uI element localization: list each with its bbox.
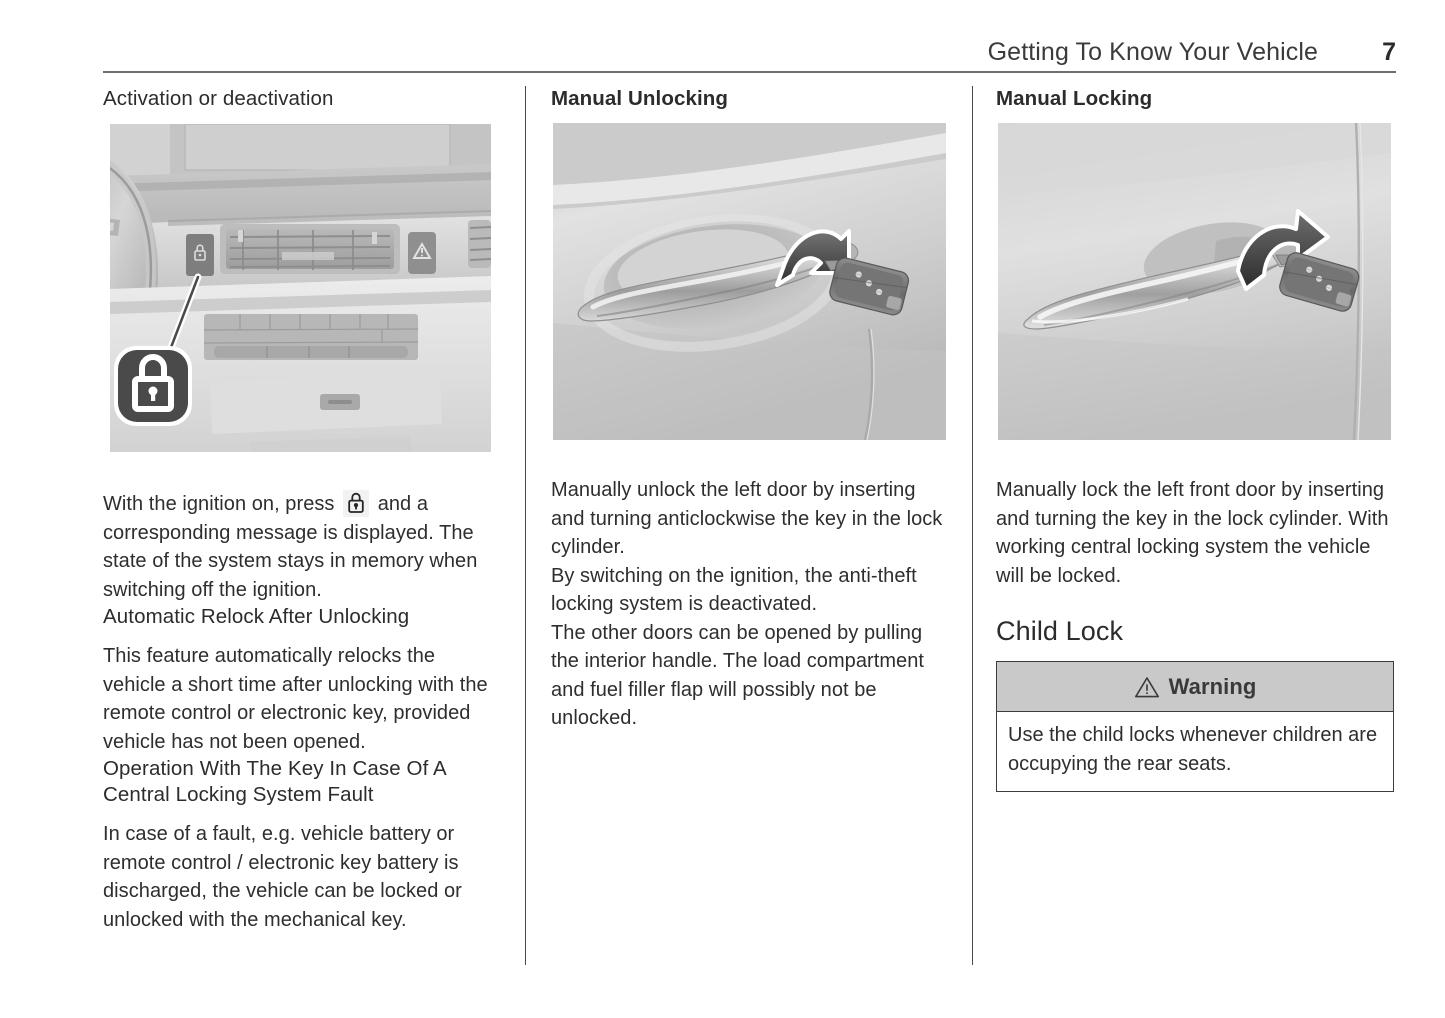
column-middle: [551, 86, 949, 733]
paragraph-automatic-relock: This feature automatically relocks the vehicle a short time after unlocking with the remote control or electronic key, provided vehicle has not been opened.: [103, 645, 488, 753]
paragraph-manual-unlock-3: The other doors can be opened by pulling the interior handle. The load compartment and fuel filler flap will possibly not be unlocked.: [551, 621, 925, 729]
column-divider-left: [525, 86, 526, 965]
warning-box-header: [997, 662, 1393, 712]
door-handle-lock-figure: [998, 123, 1391, 440]
lock-icon: [343, 490, 369, 517]
warning-triangle-icon: [1134, 676, 1160, 698]
warning-title: Warning: [1168, 673, 1257, 699]
paragraph-activation-part2: and a corresponding message is displayed. The state of the system stays in memory when switching off the ignition.: [103, 493, 478, 601]
paragraph-manual-unlock-2: By switching on the ignition, the anti-theft locking system is deactivated.: [551, 564, 917, 615]
heading-manual-locking: Manual Locking: [996, 87, 1153, 110]
page-header: [103, 38, 1396, 72]
column-left: [103, 86, 497, 934]
warning-box: [996, 661, 1394, 792]
page-title: Getting To Know Your Vehicle: [987, 38, 1318, 66]
paragraph-operation-with-key: In case of a fault, e.g. vehicle battery or remote control / electronic key battery is discharged, the vehicle can be locked or unlocked with the mechanical key.: [103, 823, 462, 931]
paragraph-manual-lock: Manually lock the left front door by inserting and turning the key in the lock cylinder. With working central locking system the vehicle will be locked.: [996, 479, 1389, 587]
heading-manual-unlocking: Manual Unlocking: [551, 87, 729, 110]
column-right: [996, 86, 1396, 792]
heading-automatic-relock: Automatic Relock After Unlocking: [103, 605, 410, 628]
paragraph-activation: [103, 490, 497, 604]
column-divider-right: [972, 86, 973, 965]
header-rule: [103, 71, 1396, 73]
dashboard-lock-button-figure: [110, 124, 491, 452]
heading-child-lock: Child Lock: [996, 616, 1124, 646]
heading-operation-with-key: Operation With The Key In Case Of A Central Locking System Fault: [103, 757, 446, 806]
heading-activation-or-deactivation: Activation or deactivation: [103, 87, 334, 110]
warning-box-body: [997, 712, 1393, 791]
warning-text: Use the child locks whenever children are occupying the rear seats.: [1008, 724, 1378, 775]
page-number: 7: [1382, 38, 1396, 66]
door-handle-unlock-figure: [553, 123, 946, 440]
paragraph-manual-unlock-1: Manually unlock the left door by inserting and turning anticlockwise the key in the lock cylinder.: [551, 479, 943, 558]
paragraph-activation-part1: With the ignition on, press: [103, 493, 335, 515]
